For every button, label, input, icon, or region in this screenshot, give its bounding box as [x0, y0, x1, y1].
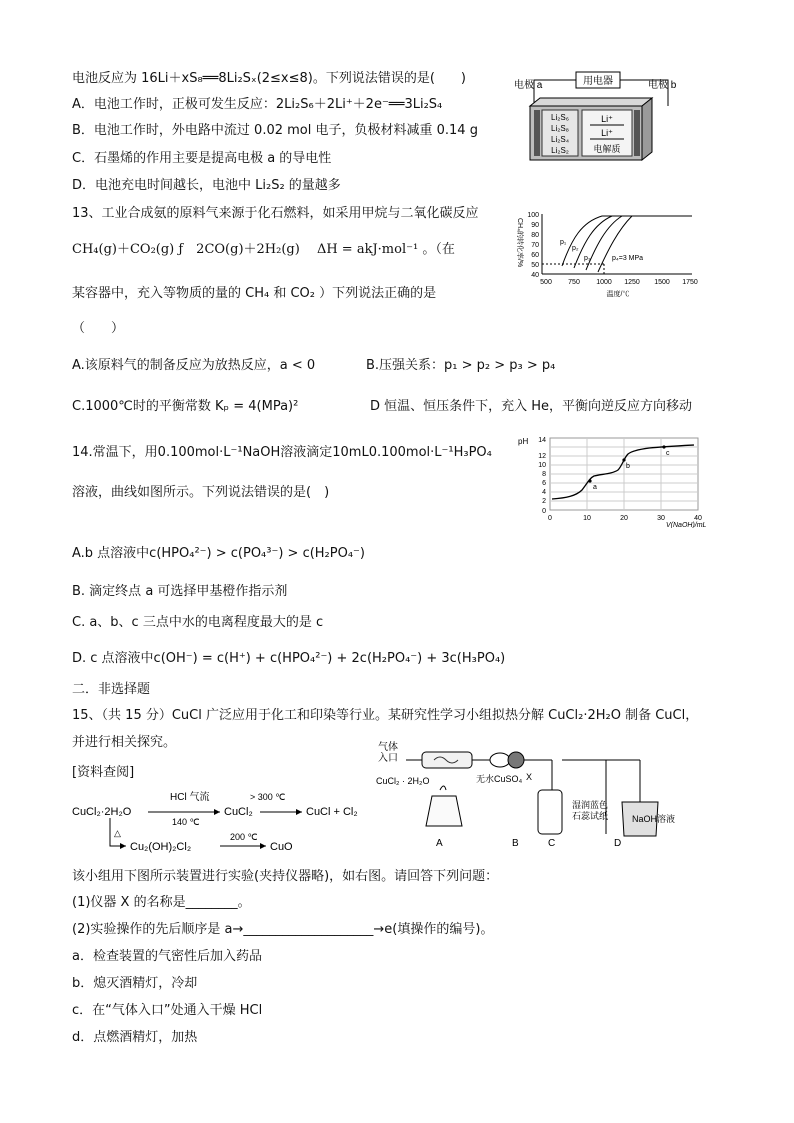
q12-option-d: D．电池充电时间越长，电池中 Li₂S₂ 的量越多 — [72, 178, 341, 193]
apparatus-figure — [376, 740, 696, 852]
q14-stem-2: 溶液，曲线如图所示。下列说法错误的是( ) — [72, 485, 330, 500]
op-d: d．点燃酒精灯，加热 — [72, 1030, 198, 1045]
scheme-delta: △ — [114, 828, 121, 838]
svg-text:1750: 1750 — [682, 279, 698, 286]
titration-xticks — [548, 515, 702, 522]
q15-line3: 该小组用下图所示装置进行实验(夹持仪器略)，如右图。请回答下列问题： — [72, 869, 499, 884]
titration-xlabel: V(NaOH)/mL — [666, 522, 707, 528]
drying-tube-x — [508, 752, 524, 768]
info-heading: [资料查阅] — [72, 765, 135, 780]
titration-curve — [552, 445, 694, 499]
label-p4: p₄=3 MPa — [612, 255, 644, 262]
svg-text:10: 10 — [538, 462, 546, 469]
point-a-label: a — [593, 484, 597, 491]
li-ion-label-2: Li⁺ — [601, 128, 613, 138]
li-ion-label-1: Li⁺ — [601, 114, 613, 124]
li2s6-label: Li₂S₆ — [551, 113, 569, 122]
scheme-cuo: CuO — [270, 841, 293, 853]
svg-text:0: 0 — [542, 508, 546, 515]
anhydrous-label: 无水CuSO₄ — [476, 774, 523, 784]
op-b: b．熄灭酒精灯，冷却 — [72, 976, 198, 991]
q15-sub1: (1)仪器 X 的名称是________。 — [72, 895, 251, 910]
q14-option-c: C. a、b、c 三点中水的电离程度最大的是 c — [72, 615, 324, 630]
svg-text:90: 90 — [531, 222, 539, 229]
reaction-scheme — [70, 788, 370, 858]
q13-option-c: C.1000℃时的平衡常数 Kₚ = 4(MPa)² — [72, 399, 299, 414]
bottle-c — [538, 790, 562, 834]
electrode-b-label: 电极 b — [648, 80, 677, 91]
svg-text:0: 0 — [548, 515, 552, 522]
scheme-200: 200 ℃ — [230, 832, 258, 842]
q13-option-a: A.该原料气的制备反应为放热反应，a < 0 — [72, 358, 316, 373]
q14-option-a: A.b 点溶液中c(HPO₄²⁻) > c(PO₄³⁻) > c(H₂PO₄⁻) — [72, 546, 365, 561]
ch4-ylabel: CH₄的转化率/% — [516, 218, 523, 268]
x-label: X — [526, 772, 533, 782]
ch4-yticks — [527, 212, 539, 279]
scheme-hcl: HCl 气流 — [170, 792, 210, 803]
q14-stem-1: 14.常温下，用0.100mol·L⁻¹NaOH溶液滴定10mL0.100mol·L⁻¹H₃PO₄ — [72, 445, 492, 460]
svg-text:750: 750 — [568, 279, 580, 286]
svg-text:1500: 1500 — [654, 279, 670, 286]
naoh-label: NaOH溶液 — [632, 814, 676, 824]
scheme-140: 140 ℃ — [172, 817, 200, 827]
q12-option-a: A．电池工作时，正极可发生反应：2Li₂S₆＋2Li⁺＋2e⁻══3Li₂S₄ — [72, 97, 443, 112]
svg-text:60: 60 — [531, 252, 539, 259]
q13-option-d: D 恒温、恒压条件下，充入 He，平衡向逆反应方向移动 — [370, 399, 693, 414]
gas-inlet-text: 气体入口 — [378, 742, 398, 764]
q13-paren: （ ） — [72, 321, 125, 336]
svg-text:6: 6 — [542, 480, 546, 487]
q15-stem-1: 15、（共 15 分）CuCl 广泛应用于化工和印染等行业。某研究性学习小组拟热分解 CuCl₂·2H₂O 制备 CuCl， — [72, 708, 699, 723]
label-p3: p₃ — [584, 255, 591, 262]
point-a — [588, 479, 591, 482]
q14-option-d: D. c 点溶液中c(OH⁻) = c(H⁺) + c(HPO₄²⁻) + 2c(H₂PO₄⁻) + 3c(H₃PO₄) — [72, 651, 506, 666]
q15-stem-2: 并进行相关探究。 — [72, 735, 177, 750]
scheme-start: CuCl₂·2H₂O — [72, 806, 132, 818]
svg-text:2: 2 — [542, 498, 546, 505]
letter-c: C — [548, 838, 556, 849]
svg-text:4: 4 — [542, 489, 546, 496]
curve-p2 — [574, 216, 612, 268]
letter-a: A — [436, 838, 443, 849]
li2s8-label: Li₂S₈ — [551, 124, 569, 133]
ch4-conversion-chart — [512, 208, 702, 300]
alcohol-lamp — [426, 796, 462, 826]
q13-equation: CH₄(g)＋CO₂(g) ƒ 2CO(g)＋2H₂(g) ΔH = akJ·mol⁻¹ 。（在 — [72, 242, 455, 257]
svg-text:40: 40 — [531, 272, 539, 279]
electrode-a-plate — [534, 110, 540, 156]
q13-stem-2: 某容器中，充入等物质的量的 CH₄ 和 CO₂ ）下列说法正确的是 — [72, 286, 437, 301]
op-a: a．检查装置的气密性后加入药品 — [72, 949, 262, 964]
svg-text:8: 8 — [542, 471, 546, 478]
svg-text:1250: 1250 — [624, 279, 640, 286]
svg-text:80: 80 — [531, 232, 539, 239]
op-c: c．在“气体入口”处通入干燥 HCl — [72, 1003, 263, 1018]
point-b-label: b — [626, 463, 630, 470]
litmus-label: 湿润蓝色石蕊试纸 — [572, 800, 609, 821]
svg-text:30: 30 — [657, 515, 665, 522]
point-b — [622, 458, 625, 461]
hard-glass-tube — [422, 752, 472, 768]
svg-text:10: 10 — [583, 515, 591, 522]
letter-b: B — [512, 838, 519, 849]
ch4-xticks — [540, 279, 698, 286]
point-c — [662, 445, 665, 448]
section-heading: 二．非选择题 — [72, 682, 151, 697]
svg-text:100: 100 — [527, 212, 539, 219]
scheme-300: > 300 ℃ — [250, 792, 286, 802]
titration-chart — [516, 430, 712, 528]
q14-option-b: B. 滴定终点 a 可选择甲基橙作指示剂 — [72, 584, 288, 599]
electrode-a-label: 电极 a — [514, 80, 543, 91]
electrode-b-plate — [634, 110, 640, 156]
q15-sub2: (2)实验操作的先后顺序是 a→____________________→e(填操作的编号)。 — [72, 922, 494, 937]
li2s4-label: Li₂S₄ — [551, 135, 569, 144]
q13-option-b: B.压强关系：p₁ > p₂ > p₃ > p₄ — [366, 358, 556, 373]
point-c-label: c — [666, 450, 670, 457]
svg-text:70: 70 — [531, 242, 539, 249]
letter-d: D — [614, 838, 622, 849]
svg-text:12: 12 — [538, 453, 546, 460]
electrolyte-label: 电解质 — [593, 144, 621, 154]
u-tube-b — [490, 753, 510, 767]
q13-stem-1: 13、工业合成氨的原料气来源于化石燃料，如采用甲烷与二氧化碳反应 — [72, 206, 479, 221]
ch4-xlabel: 温度/℃ — [606, 291, 630, 298]
sample-label: CuCl₂ · 2H₂O — [376, 776, 430, 786]
svg-text:500: 500 — [540, 279, 552, 286]
battery-figure — [512, 66, 692, 166]
scheme-cucl2: CuCl₂ — [224, 806, 253, 818]
titration-yticks — [538, 437, 546, 515]
load-label: 用电器 — [583, 76, 613, 87]
svg-text:14: 14 — [538, 437, 546, 444]
ph-label: pH — [518, 437, 529, 446]
label-p1: p₁ — [560, 239, 567, 246]
q12-option-c: C．石墨烯的作用主要是提高电极 a 的导电性 — [72, 151, 332, 166]
svg-text:1000: 1000 — [596, 279, 612, 286]
li2s2-label: Li₂S₂ — [551, 146, 569, 155]
label-p2: p₂ — [572, 245, 579, 252]
svg-text:20: 20 — [620, 515, 628, 522]
svg-text:40: 40 — [694, 515, 702, 522]
scheme-product: CuCl + Cl₂ — [306, 806, 358, 818]
scheme-side: Cu₂(OH)₂Cl₂ — [130, 841, 192, 853]
q12-stem: 电池反应为 16Li＋xS₈══8Li₂Sₓ(2≤x≤8)。下列说法错误的是( ) — [72, 71, 467, 86]
svg-text:50: 50 — [531, 262, 539, 269]
q12-option-b: B．电池工作时，外电路中流过 0.02 mol 电子，负极材料减重 0.14 g — [72, 123, 478, 138]
